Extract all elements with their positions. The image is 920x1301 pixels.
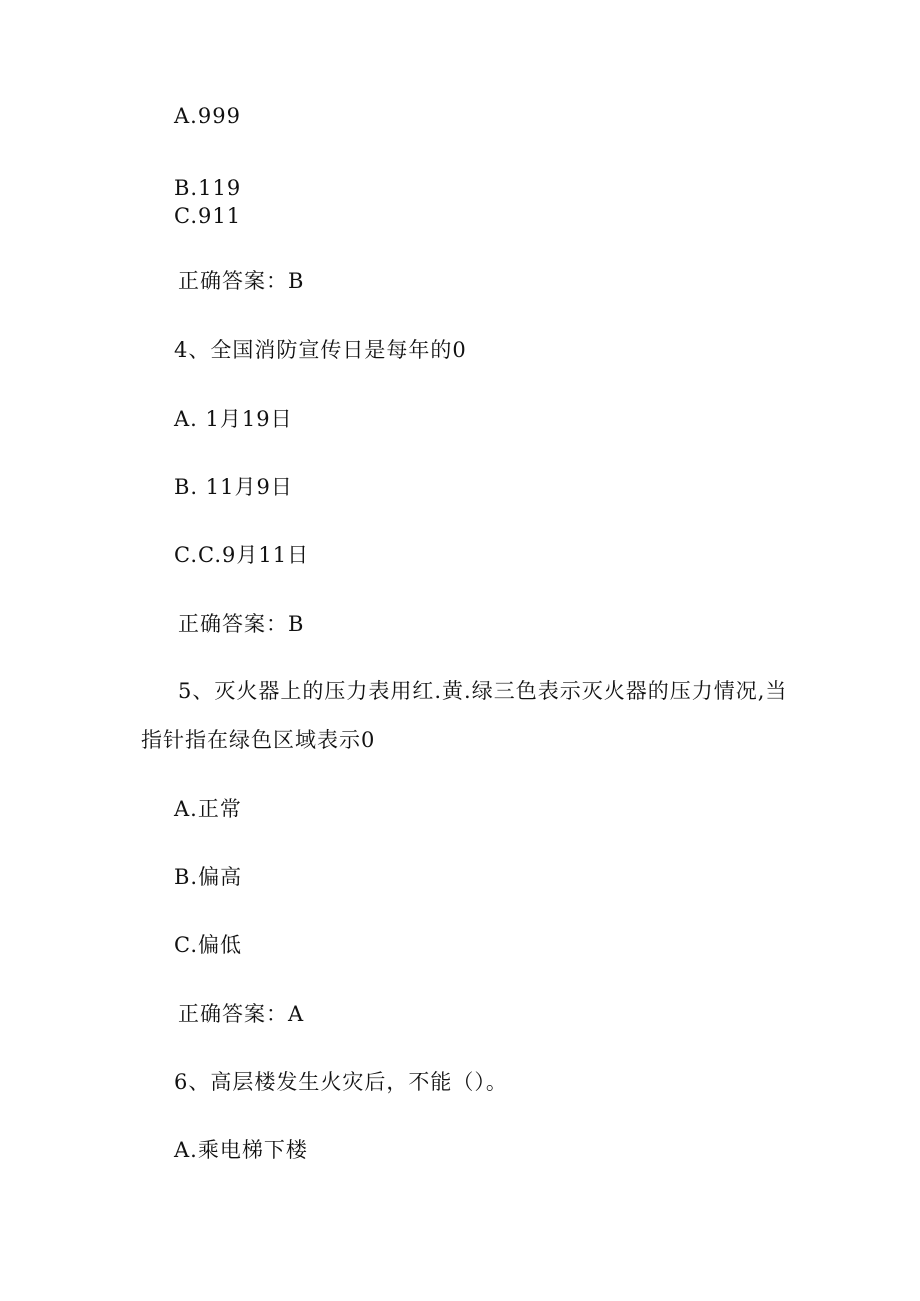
q4-option-b: B. 11月9日 (174, 475, 293, 499)
q3-option-b: B.119 (174, 176, 242, 200)
q4-question: 4、全国消防宣传日是每年的0 (174, 338, 467, 362)
q5-question-line2: 指针指在绿色区域表示0 (141, 728, 376, 752)
q4-option-a: A. 1月19日 (174, 407, 293, 431)
q3-option-c: C.911 (174, 204, 242, 228)
q5-option-c: C.偏低 (174, 933, 242, 957)
q5-correct-answer: 正确答案：A (178, 1002, 305, 1026)
q6-question: 6、高层楼发生火灾后，不能（）。 (174, 1070, 508, 1094)
q5-question-line1: 5、灭火器上的压力表用红.黄.绿三色表示灭火器的压力情况,当 (178, 679, 788, 703)
q5-option-b: B.偏高 (174, 865, 243, 889)
q4-correct-answer: 正确答案：B (178, 612, 305, 636)
q6-option-a: A.乘电梯下楼 (174, 1138, 308, 1162)
q4-option-c: C.C.9月11日 (174, 543, 310, 567)
q3-option-a: A.999 (174, 104, 241, 128)
q5-option-a: A.正常 (174, 797, 242, 821)
q3-correct-answer: 正确答案：B (178, 269, 305, 293)
